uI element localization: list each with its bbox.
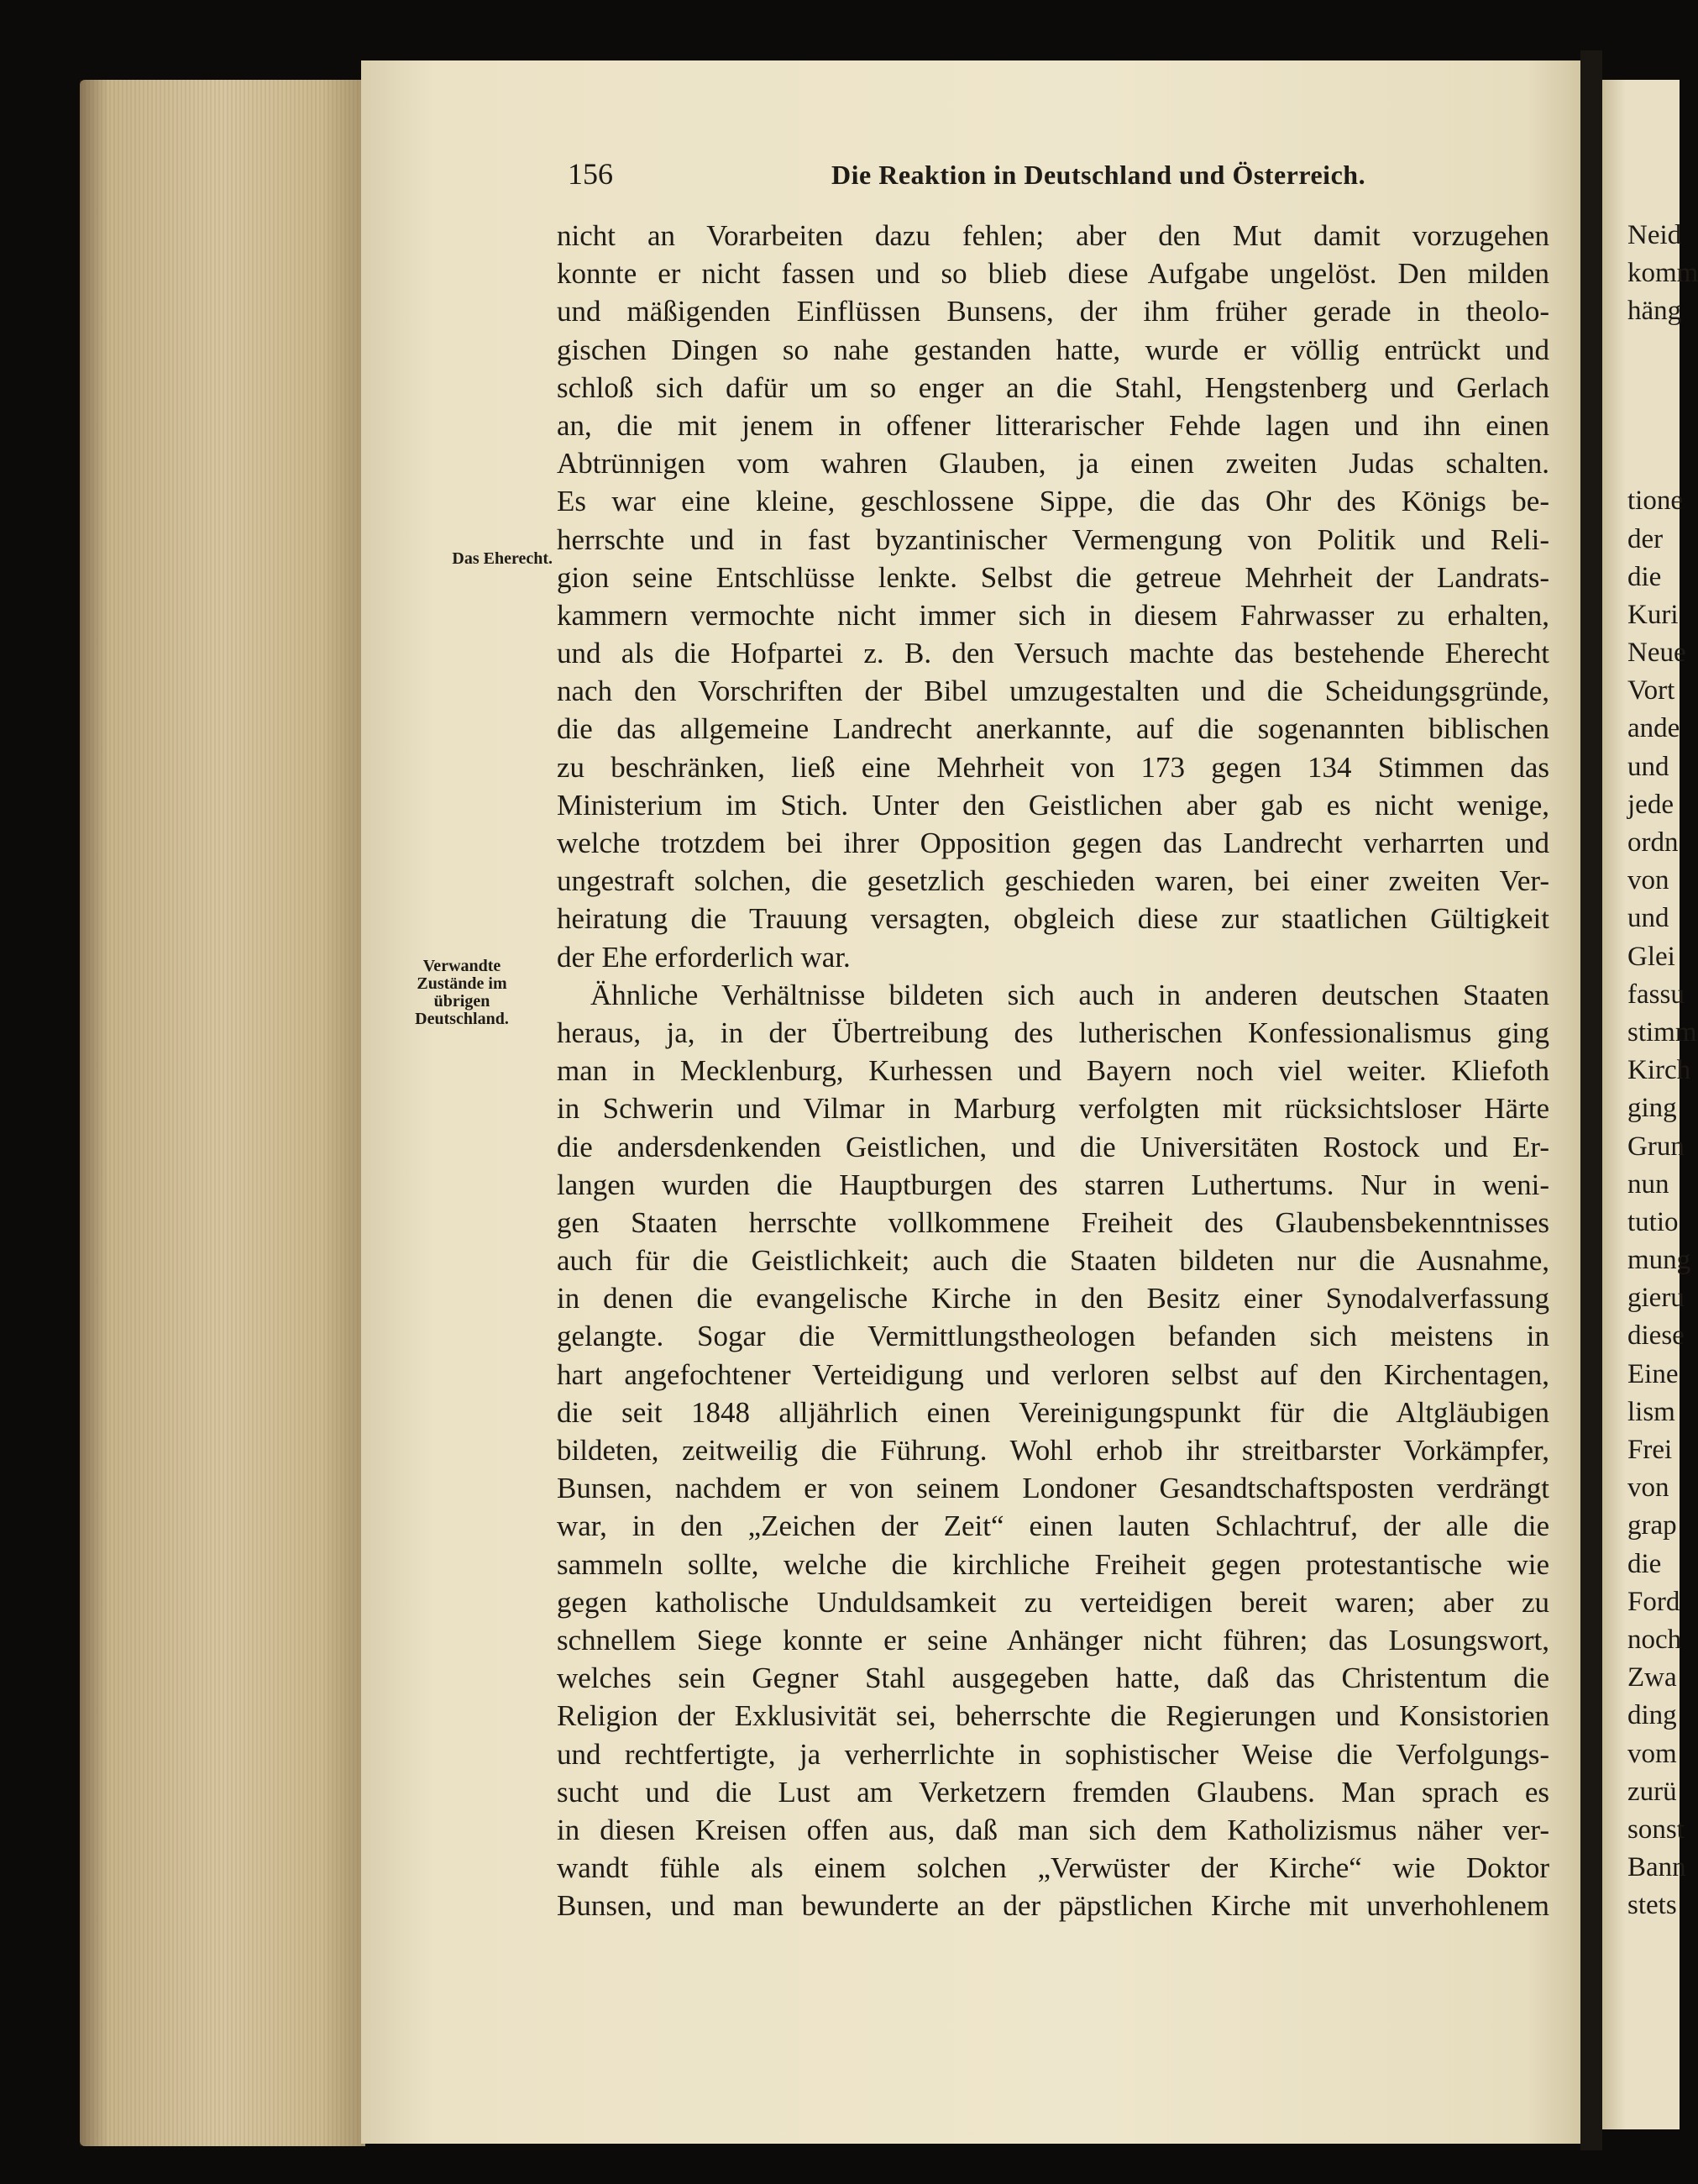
- right-page-line: stimm: [1627, 1016, 1697, 1047]
- right-page-line: Frei: [1627, 1435, 1673, 1465]
- text-line: Religion der Exklusivität sei, beherrschte die Regierungen und Konsistorien: [557, 1699, 1549, 1733]
- text-line: nicht an Vorarbeiten dazu fehlen; aber den Mut damit vorzugehen: [557, 219, 1549, 252]
- text-line: Ähnliche Verhältnisse bildeten sich auch in anderen deutschen Staaten: [590, 978, 1549, 1011]
- right-page-line: Ford: [1627, 1586, 1680, 1617]
- right-page-line: und: [1627, 751, 1669, 782]
- text-line: Es war eine kleine, geschlossene Sippe, die das Ohr des Königs be-: [557, 485, 1549, 518]
- text-line: langen wurden die Hauptburgen des starren Luthertums. Nur in weni-: [557, 1168, 1549, 1201]
- body-text: [557, 217, 1549, 1924]
- margin-note-eherecht: Das Eherecht.: [452, 549, 553, 568]
- text-line: welches sein Gegner Stahl ausgegeben hatte, daß das Christentum die: [557, 1662, 1549, 1695]
- text-line: Abtrünnigen vom wahren Glauben, ja einen zweiten Judas schalten.: [557, 447, 1549, 480]
- text-line: hart angefochtener Verteidigung und verloren selbst auf den Kirchentagen,: [557, 1357, 1549, 1391]
- text-line: zu beschränken, ließ eine Mehrheit von 173 gegen 134 Stimmen das: [557, 750, 1549, 784]
- text-line: konnte er nicht fassen und so blieb diese Aufgabe ungelöst. Den milden: [557, 257, 1549, 291]
- text-line: gion seine Entschlüsse lenkte. Selbst die getreue Mehrheit der Landrats-: [557, 560, 1549, 594]
- right-page-line: Glei: [1627, 941, 1675, 972]
- right-page-line: der: [1627, 523, 1664, 554]
- text-line: man in Mecklenburg, Kurhessen und Bayern noch viel weiter. Kliefoth: [557, 1054, 1549, 1088]
- text-line: auch für die Geistlichkeit; auch die Staaten bildeten nur die Ausnahme,: [557, 1244, 1549, 1278]
- right-page-line: Grun: [1627, 1131, 1685, 1162]
- right-page-line: diese: [1627, 1320, 1685, 1352]
- text-line: war, in den „Zeichen der Zeit“ einen lauten Schlachtruf, der alle die: [557, 1509, 1549, 1543]
- right-page-line: grap: [1627, 1510, 1677, 1541]
- text-line: an, die mit jenem in offener litterarischer Fehde lagen und ihn einen: [557, 408, 1549, 442]
- right-page-line: Kuri: [1627, 599, 1679, 630]
- text-line: heiratung die Trauung versagten, obgleich diese zur staatlichen Gültigkeit: [557, 902, 1549, 936]
- right-page-line: Neid: [1627, 220, 1682, 250]
- text-line: kammern vermochte nicht immer sich in diesem Fahrwasser zu erhalten,: [557, 598, 1549, 632]
- text-line: gegen katholische Unduldsamkeit zu verteidigen bereit waren; aber zu: [557, 1585, 1549, 1619]
- text-line: gelangte. Sogar die Vermittlungstheologen befanden sich meistens in: [557, 1320, 1549, 1353]
- right-page-text: [1602, 217, 1698, 1924]
- text-line: in diesen Kreisen offen aus, daß man sich dem Katholizismus näher ver-: [557, 1813, 1549, 1846]
- text-line: die das allgemeine Landrecht anerkannte, auf die sogenannten biblischen: [557, 712, 1549, 746]
- right-page-line: ging: [1627, 1093, 1677, 1124]
- right-page-line: Bann: [1627, 1852, 1686, 1883]
- text-line: sucht und die Lust am Verketzern fremden Glaubens. Man sprach es: [557, 1775, 1549, 1809]
- right-page-line: Vort: [1627, 675, 1675, 706]
- right-page-line: die: [1627, 561, 1662, 592]
- text-line: gischen Dingen so nahe gestanden hatte, wurde er völlig entrückt und: [557, 333, 1549, 366]
- page-number: 156: [568, 157, 613, 191]
- right-page-line: lism: [1627, 1396, 1675, 1427]
- right-page-line: von: [1627, 1473, 1669, 1504]
- right-page-line: noch: [1627, 1624, 1682, 1655]
- right-page-line: [1602, 444, 1698, 482]
- text-line: in denen die evangelische Kirche in den Besitz einer Synodalverfassung: [557, 1282, 1549, 1315]
- right-page-line: [1602, 369, 1698, 407]
- text-line: der Ehe erforderlich war.: [557, 940, 851, 974]
- text-line: Bunsen, und man bewunderte an der päpstlichen Kirche mit unverhohlenem: [557, 1889, 1549, 1923]
- right-page-line: nun: [1627, 1168, 1669, 1200]
- text-line: die seit 1848 alljährlich einen Vereinigungspunkt für die Altgläubigen: [557, 1395, 1549, 1429]
- text-line: die andersdenkenden Geistlichen, und die Universitäten Rostock und Er-: [557, 1130, 1549, 1163]
- right-page-line: von: [1627, 865, 1669, 896]
- text-line: und rechtfertigte, ja verherrlichte in sophistischer Weise die Verfolgungs-: [557, 1737, 1549, 1771]
- right-page-line: ding: [1627, 1700, 1677, 1731]
- right-page-line: jede: [1627, 789, 1674, 820]
- right-page-line: die: [1627, 1548, 1662, 1579]
- right-page-line: tione: [1627, 486, 1683, 517]
- right-page-line: gieru: [1627, 1283, 1685, 1314]
- text-line: ungestraft solchen, die gesetzlich geschieden waren, bei einer zweiten Ver-: [557, 864, 1549, 898]
- right-page-line: [1602, 331, 1698, 369]
- text-line: herrschte und in fast byzantinischer Vermengung von Politik und Reli-: [557, 522, 1549, 556]
- text-line: bildeten, zeitweilig die Führung. Wohl erhob ihr streitbarster Vorkämpfer,: [557, 1434, 1549, 1467]
- right-page-line: Zwa: [1627, 1662, 1677, 1693]
- text-line: und als die Hofpartei z. B. den Versuch machte das bestehende Eherecht: [557, 637, 1549, 670]
- right-page-line: Eine: [1627, 1358, 1679, 1389]
- right-page-line: mung: [1627, 1245, 1691, 1276]
- right-page: [1602, 80, 1698, 2129]
- margin-note-verwandte-zustaende: Verwandte Zustände im übrigen Deutschland.: [415, 957, 509, 1028]
- right-page-line: vom: [1627, 1738, 1677, 1769]
- right-page-line: zurü: [1627, 1776, 1677, 1807]
- right-page-line: ande: [1627, 713, 1680, 744]
- text-line: schnellem Siege konnte er seine Anhänger nicht führen; das Losungswort,: [557, 1623, 1549, 1656]
- running-title: Die Reaktion in Deutschland und Österreich.: [831, 160, 1366, 190]
- right-page-line: und: [1627, 903, 1669, 934]
- right-page-line: Kirch: [1627, 1055, 1691, 1086]
- right-page-line: komm: [1627, 258, 1698, 289]
- text-line: heraus, ja, in der Übertreibung des lutherischen Konfessionalismus ging: [557, 1016, 1549, 1049]
- right-page-line: ordn: [1627, 827, 1679, 858]
- text-line: Ministerium im Stich. Unter den Geistlichen aber gab es nicht wenige,: [557, 788, 1549, 822]
- right-page-line: Neue: [1627, 638, 1686, 669]
- text-line: wandt fühle als einem solchen „Verwüster der Kirche“ wie Doktor: [557, 1851, 1549, 1885]
- text-line: schloß sich dafür um so enger an die Stahl, Hengstenberg und Gerlach: [557, 370, 1549, 404]
- right-page-line: häng: [1627, 296, 1682, 327]
- right-page-line: fassu: [1627, 979, 1685, 1010]
- text-line: welche trotzdem bei ihrer Opposition gegen das Landrecht verharrten und: [557, 827, 1549, 859]
- right-page-line: sonst: [1627, 1814, 1685, 1845]
- text-line: Bunsen, nachdem er von seinem Londoner Gesandtschaftsposten verdrängt: [557, 1472, 1549, 1505]
- text-line: sammeln sollte, welche die kirchliche Freiheit gegen protestantische wie: [557, 1547, 1549, 1581]
- book-page-edges: [80, 80, 365, 2146]
- text-line: in Schwerin und Vilmar in Marburg verfolgten mit rücksichtsloser Härte: [557, 1092, 1549, 1126]
- book-gutter: [1580, 50, 1602, 2150]
- text-line: gen Staaten herrschte vollkommene Freiheit des Glaubensbekenntnisses: [557, 1205, 1549, 1239]
- right-page-line: [1602, 407, 1698, 444]
- right-page-line: tutio: [1627, 1206, 1679, 1237]
- text-line: und mäßigenden Einflüssen Bunsens, der ihm früher gerade in theolo-: [557, 295, 1549, 328]
- right-page-line: stets: [1627, 1890, 1677, 1921]
- text-line: nach den Vorschriften der Bibel umzugestalten und die Scheidungsgründe,: [557, 675, 1549, 708]
